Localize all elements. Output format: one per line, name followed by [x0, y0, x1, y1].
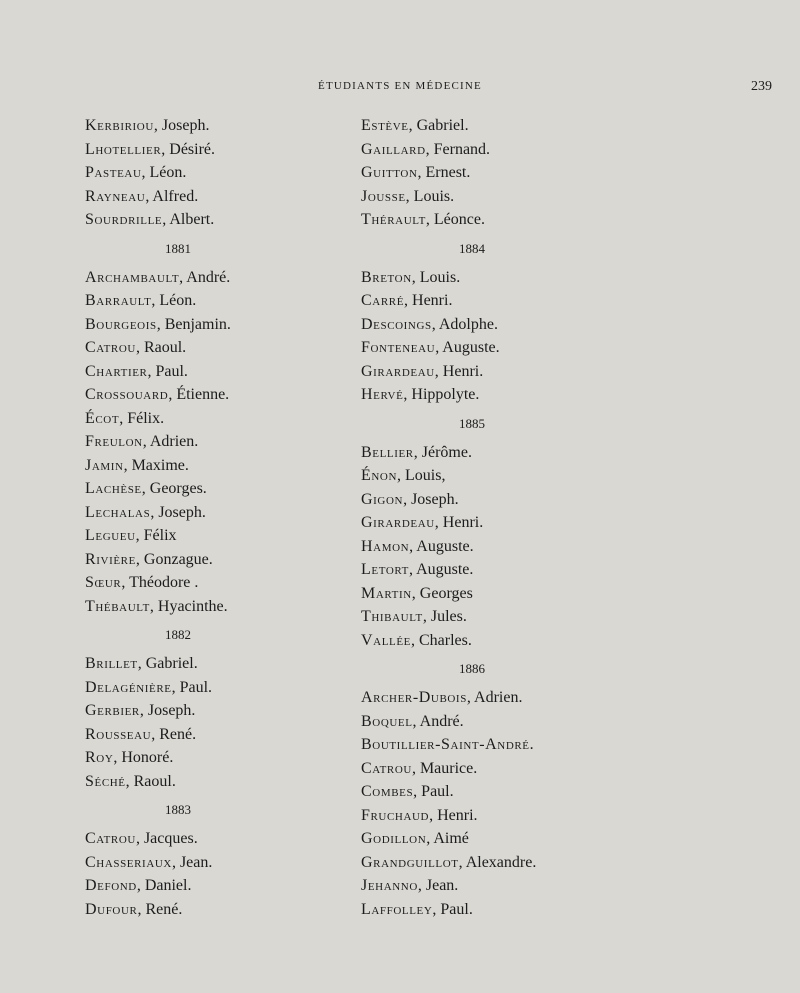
student-surname: Dufour: [85, 900, 138, 918]
student-entry: [361, 266, 781, 290]
student-given-name: , René.: [151, 725, 197, 743]
student-surname: Grandguillot: [361, 853, 459, 871]
student-surname: Girardeau: [361, 362, 435, 380]
student-given-name: , Hippolyte.: [403, 386, 480, 403]
student-given-name: , Adrien.: [466, 689, 523, 706]
student-surname: Descoings: [361, 315, 432, 333]
student-surname: Archambault: [85, 268, 180, 286]
student-surname: Legueu: [85, 527, 136, 544]
student-given-name: , Jean.: [417, 877, 459, 894]
student-given-name: , Honoré.: [113, 749, 174, 766]
student-surname: Freulon: [85, 433, 143, 450]
student-entry: [361, 383, 781, 407]
student-surname: Roy: [85, 749, 114, 766]
student-entry: [361, 827, 781, 851]
student-given-name: , Paul.: [413, 783, 454, 800]
student-entry: [361, 336, 781, 360]
student-surname: Gerbier: [85, 702, 140, 719]
student-given-name: , Georges.: [141, 480, 207, 497]
student-given-name: , Georges: [411, 584, 473, 602]
student-given-name: , Auguste.: [435, 339, 500, 356]
student-given-name: , Jacques.: [135, 830, 198, 847]
student-given-name: , Adrien.: [142, 433, 199, 450]
left-column: [85, 114, 365, 921]
student-given-name: , Maxime.: [123, 456, 189, 474]
student-entry: [361, 289, 781, 313]
student-surname: Rayneau: [85, 187, 146, 205]
student-entry: [85, 383, 365, 407]
student-entry: [85, 571, 365, 595]
student-surname: Catrou: [85, 339, 136, 356]
student-surname: Bourgeois: [85, 315, 157, 333]
student-entry: [361, 441, 781, 465]
student-entry: [361, 757, 781, 781]
student-entry: [85, 138, 365, 162]
student-surname: Gigon: [361, 490, 404, 508]
student-given-name: , Joseph.: [139, 702, 196, 719]
student-given-name: , Alfred.: [145, 187, 199, 205]
student-entry: [85, 851, 365, 875]
student-entry: [361, 488, 781, 512]
student-given-name: , André.: [179, 268, 231, 286]
student-surname: Defond: [85, 877, 137, 894]
student-entry: [361, 582, 781, 606]
student-given-name: , Étienne.: [168, 386, 230, 403]
student-given-name: , Charles.: [410, 631, 472, 649]
student-given-name: , Paul.: [147, 362, 188, 380]
student-given-name: , Joseph.: [150, 503, 206, 521]
student-given-name: , Henri.: [434, 362, 484, 380]
student-entry: [361, 733, 781, 757]
student-entry: [361, 804, 781, 828]
student-entry: [85, 699, 365, 723]
student-given-name: , Auguste.: [409, 537, 474, 555]
student-surname: Boquel: [361, 712, 413, 730]
student-given-name: , Hyacinthe.: [149, 597, 228, 615]
student-surname: Bellier: [361, 443, 414, 461]
student-surname: Sœur: [85, 574, 122, 591]
student-given-name: , Maurice.: [411, 759, 478, 777]
student-given-name: , Aimé: [426, 830, 469, 847]
student-surname: Hervé: [361, 386, 404, 403]
student-surname: Laffolley: [361, 900, 433, 918]
student-given-name: , Jean.: [171, 853, 213, 871]
student-surname: Thébault: [85, 597, 150, 615]
student-entry: [85, 652, 365, 676]
student-entry: [85, 407, 365, 431]
student-given-name: , Théodore .: [121, 574, 199, 591]
student-entry: [85, 430, 365, 454]
student-given-name: , Gonzague.: [135, 550, 213, 568]
student-surname: Jehanno: [361, 877, 418, 894]
student-entry: [361, 161, 781, 185]
student-surname: Jamin: [85, 456, 124, 474]
student-surname: Hamon: [361, 537, 410, 555]
student-given-name: , Jérôme.: [413, 443, 472, 461]
student-surname: Guitton: [361, 164, 418, 181]
student-surname: Lachèse: [85, 480, 142, 497]
student-surname: Breton: [361, 268, 412, 286]
student-entry: [85, 313, 365, 337]
student-entry: [361, 686, 781, 710]
student-entry: [361, 851, 781, 875]
student-given-name: , Daniel.: [136, 877, 192, 894]
student-surname: Delagénière: [85, 678, 172, 696]
student-entry: [85, 360, 365, 384]
student-given-name: , Adolphe.: [431, 315, 498, 333]
student-given-name: , Léon.: [141, 164, 187, 181]
student-entry: [85, 266, 365, 290]
student-given-name: , Auguste.: [408, 561, 474, 578]
year-heading: 1883: [165, 802, 191, 817]
student-surname: Martin: [361, 584, 412, 602]
student-entry: [85, 898, 365, 922]
year-heading: 1885: [459, 415, 485, 431]
student-given-name: , Benjamin.: [156, 315, 231, 333]
student-entry: [361, 558, 781, 582]
student-given-name: , Louis.: [411, 268, 461, 286]
student-entry: [85, 827, 365, 851]
student-entry: [85, 114, 365, 138]
student-given-name: , Gabriel.: [408, 117, 469, 134]
student-surname: Crossouard: [85, 386, 169, 403]
student-given-name: , Ernest.: [417, 164, 471, 181]
student-surname: Jousse: [361, 187, 406, 205]
student-surname: Barrault: [85, 292, 152, 309]
student-given-name: , Henri.: [434, 514, 484, 531]
student-surname: Thérault: [361, 211, 426, 228]
student-entry: [85, 746, 365, 770]
student-surname: Catrou: [85, 830, 136, 847]
student-entry: [361, 313, 781, 337]
student-surname: Godillon: [361, 830, 427, 847]
student-given-name: , Albert.: [162, 211, 215, 228]
student-given-name: , Paul.: [432, 900, 473, 918]
running-header: ÉTUDIANTS EN MÉDECINE: [318, 80, 482, 92]
student-given-name: , René.: [137, 900, 183, 918]
student-surname: Thibault: [361, 608, 423, 625]
student-surname: Combes: [361, 783, 414, 800]
student-given-name: , Raoul.: [125, 772, 176, 790]
student-given-name: , Joseph.: [153, 117, 210, 134]
student-entry: [361, 185, 781, 209]
student-surname: Sourdrille: [85, 211, 163, 228]
student-given-name: .: [529, 736, 534, 753]
student-entry: [85, 874, 365, 898]
page-number: 239: [751, 79, 772, 94]
student-entry: [85, 723, 365, 747]
student-surname: Pasteau: [85, 164, 142, 181]
student-entry: [85, 161, 365, 185]
student-entry: [361, 360, 781, 384]
student-entry: [85, 208, 365, 232]
student-surname: Rivière: [85, 550, 136, 568]
student-surname: Carré: [361, 292, 405, 309]
student-entry: [361, 511, 781, 535]
student-entry: [85, 454, 365, 478]
student-entry: [361, 629, 781, 653]
student-surname: Écot: [85, 409, 120, 427]
student-surname: Archer-Dubois: [361, 689, 467, 706]
student-surname: Gaillard: [361, 140, 426, 158]
student-surname: Vallée: [361, 631, 411, 649]
student-given-name: , Félix: [135, 527, 177, 544]
student-given-name: , Raoul.: [135, 339, 187, 356]
student-surname: Fruchaud: [361, 806, 430, 824]
student-given-name: , André.: [412, 712, 464, 730]
student-given-name: , Henri.: [429, 806, 478, 824]
student-surname: Chasseriaux: [85, 853, 172, 871]
student-entry: [85, 595, 365, 619]
student-entry: [361, 780, 781, 804]
student-given-name: , Paul.: [171, 678, 213, 696]
student-given-name: , Désiré.: [161, 140, 216, 158]
student-given-name: , Léonce.: [425, 211, 485, 228]
student-entry: [361, 114, 781, 138]
student-surname: Fonteneau: [361, 339, 436, 356]
student-given-name: , Alexandre.: [458, 853, 537, 871]
student-surname: Catrou: [361, 759, 412, 777]
student-surname: Girardeau: [361, 514, 435, 531]
student-given-name: , Fernand.: [425, 140, 491, 158]
student-given-name: , Joseph.: [403, 490, 459, 508]
student-entry: [361, 710, 781, 734]
student-surname: Kerbiriou: [85, 117, 154, 134]
student-entry: [85, 524, 365, 548]
student-surname: Énon: [361, 467, 398, 484]
student-surname: Rousseau: [85, 725, 152, 743]
student-surname: Boutillier-Saint-André: [361, 736, 530, 753]
year-heading: 1886: [459, 661, 485, 676]
year-heading: 1884: [459, 240, 485, 256]
student-surname: Lechalas: [85, 503, 151, 521]
student-surname: Letort: [361, 561, 409, 578]
student-entry: [361, 464, 781, 488]
student-surname: Séché: [85, 772, 126, 790]
student-entry: [361, 874, 781, 898]
student-given-name: , Henri.: [404, 292, 453, 309]
student-entry: [85, 185, 365, 209]
student-surname: Brillet: [85, 655, 138, 672]
student-given-name: , Léon.: [151, 292, 197, 309]
student-surname: Lhotellier: [85, 140, 162, 158]
student-given-name: , Louis.: [405, 187, 455, 205]
student-entry: [85, 548, 365, 572]
student-entry: [361, 138, 781, 162]
student-given-name: , Jules.: [422, 608, 467, 625]
student-given-name: , Gabriel.: [137, 655, 198, 672]
student-entry: [361, 898, 781, 922]
right-column: [361, 114, 781, 921]
student-surname: Estève: [361, 117, 409, 134]
student-entry: [361, 535, 781, 559]
student-entry: [361, 208, 781, 232]
student-entry: [85, 336, 365, 360]
student-given-name: , Louis,: [397, 467, 446, 484]
student-entry: [85, 770, 365, 794]
year-heading: 1882: [165, 627, 191, 642]
student-entry: [85, 676, 365, 700]
student-entry: [85, 501, 365, 525]
year-heading: 1881: [165, 240, 191, 256]
student-entry: [361, 605, 781, 629]
student-surname: Chartier: [85, 362, 148, 380]
student-given-name: , Félix.: [119, 409, 165, 427]
student-entry: [85, 477, 365, 501]
student-entry: [85, 289, 365, 313]
